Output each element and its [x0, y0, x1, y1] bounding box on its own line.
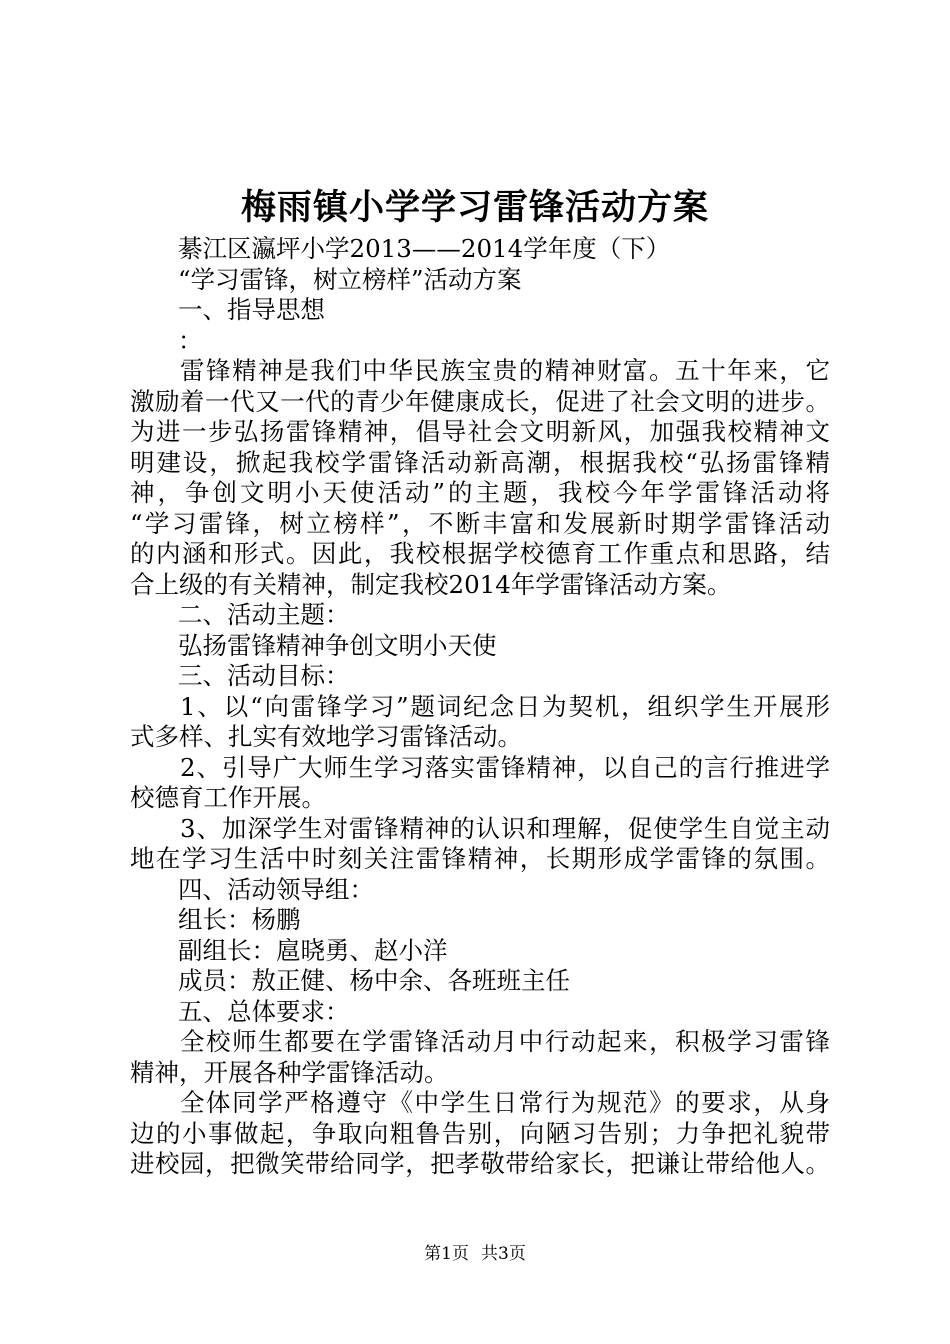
paragraph-line: 进校园，把微笑带给同学，把孝敬带给家长，把谦让带给他人。 [130, 1149, 830, 1178]
section-heading-5: 五、总体要求： [178, 996, 350, 1026]
paragraph-line: 为进一步弘扬雷锋精神，倡导社会文明新风，加强我校精神文 [130, 417, 830, 446]
paragraph-line: 边的小事做起，争取向粗鲁告别，向陋习告别；力争把礼貌带 [130, 1118, 830, 1148]
document-title: 梅雨镇小学学习雷锋活动方案 [240, 187, 709, 228]
paragraph-line: 激励着一代又一代的青少年健康成长，促进了社会文明的进步。 [130, 386, 830, 416]
goal-item-2-cont: 校德育工作开展。 [130, 783, 326, 812]
paragraph-line: 神，争创文明小天使活动”的主题，我校今年学雷锋活动将 [130, 478, 830, 507]
goal-item-3-cont: 地在学习生活中时刻关注雷锋精神，长期形成学雷锋的氛围。 [130, 844, 830, 873]
page-footer [0, 1242, 950, 1266]
section-heading-2: 二、活动主题： [178, 600, 350, 629]
goal-item-1-cont: 式多样、扎实有效地学习雷锋活动。 [130, 722, 522, 751]
paragraph-line: 精神，开展各种学雷锋活动。 [130, 1057, 449, 1087]
section-heading-1: 一、指导思想 [178, 295, 325, 324]
page-number: 第1页 [424, 1244, 469, 1264]
page-total: 共3页 [481, 1244, 526, 1264]
colon-line: ： [178, 325, 203, 355]
paragraph-line: 全校师生都要在学雷锋活动月中行动起来，积极学习雷锋 [180, 1027, 830, 1056]
leader-line: 组长：杨鹏 [178, 905, 301, 934]
section-heading-4: 四、活动领导组： [178, 874, 374, 904]
theme-line: 弘扬雷锋精神争创文明小天使 [178, 630, 497, 660]
section-heading-3: 三、活动目标： [178, 661, 350, 690]
document-body [130, 234, 830, 1180]
goal-item-1: 1、以“向雷锋学习”题词纪念日为契机，组织学生开展形 [180, 691, 830, 721]
paragraph-line: “学习雷锋，树立榜样”，不断丰富和发展新时期学雷锋活动 [130, 508, 830, 538]
school-line: 綦江区瀛坪小学2013——2014学年度（下） [178, 234, 671, 263]
members-line: 成员：敖正健、杨中余、各班班主任 [178, 966, 570, 995]
plan-name-line: “学习雷锋，树立榜样”活动方案 [178, 264, 522, 294]
deputy-leader-line: 副组长：扈晓勇、赵小洋 [178, 935, 448, 965]
paragraph-line: 全体同学严格遵守《中学生日常行为规范》的要求，从身 [180, 1088, 830, 1117]
goal-item-2: 2、引导广大师生学习落实雷锋精神，以自己的言行推进学 [180, 752, 830, 782]
paragraph-line: 的内涵和形式。因此，我校根据学校德育工作重点和思路，结 [130, 539, 830, 568]
paragraph-line: 合上级的有关精神，制定我校2014年学雷锋活动方案。 [130, 569, 732, 599]
goal-item-3: 3、加深学生对雷锋精神的认识和理解，促使学生自觉主动 [180, 813, 830, 843]
paragraph-line: 雷锋精神是我们中华民族宝贵的精神财富。五十年来，它 [180, 356, 830, 385]
paragraph-line: 明建设，掀起我校学雷锋活动新高潮，根据我校“弘扬雷锋精 [130, 447, 830, 477]
